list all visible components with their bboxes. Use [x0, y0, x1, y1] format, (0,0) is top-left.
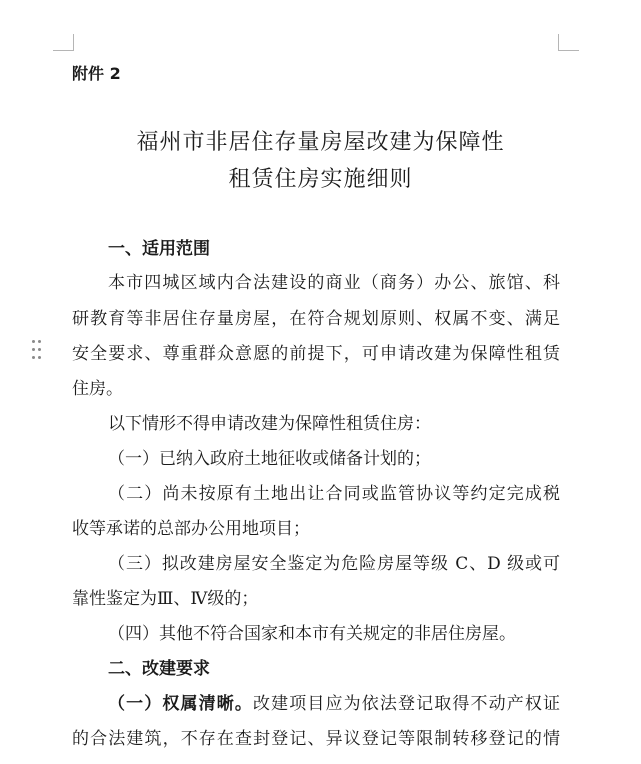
crop-mark-top-right	[558, 34, 579, 51]
list-item-continuation: 收等承诺的总部办公用地项目；	[72, 519, 310, 539]
list-item-continuation: 靠性鉴定为Ⅲ、Ⅳ级的；	[72, 589, 259, 609]
list-item-text: 改建项目应为依法登记取得不动产权证	[253, 694, 560, 714]
crop-mark-top-left	[53, 34, 74, 51]
paragraph-line: 安全要求、尊重群众意愿的前提下，可申请改建为保障性租赁	[72, 344, 560, 364]
paragraph-line: 研教育等非居住存量房屋，在符合规划原则、权属不变、满足	[72, 309, 560, 329]
paragraph-line: 住房。	[72, 379, 123, 399]
list-item: （二）尚未按原有土地出让合同或监管协议等约定完成税	[108, 484, 560, 504]
list-item: （三）拟改建房屋安全鉴定为危险房屋等级 C、D 级或可	[108, 554, 560, 574]
document-title-line-1: 福州市非居住存量房屋改建为保障性	[136, 130, 505, 155]
list-item: （一）已纳入政府土地征收或储备计划的；	[108, 449, 431, 469]
section-heading-requirements: 二、改建要求	[108, 659, 210, 679]
paragraph-line: 以下情形不得申请改建为保障性租赁住房：	[108, 414, 431, 434]
list-item-continuation: 的合法建筑，不存在查封登记、异议登记等限制转移登记的情	[72, 729, 560, 749]
drag-handle-icon[interactable]	[31, 339, 43, 361]
document-title-line-2: 租赁住房实施细则	[228, 167, 413, 192]
paragraph-line: 本市四城区域内合法建设的商业（商务）办公、旅馆、科	[108, 273, 560, 293]
list-item-label: （一）权属清晰。	[108, 694, 253, 714]
section-heading-scope: 一、适用范围	[108, 239, 210, 259]
attachment-label: 附件 2	[72, 64, 121, 83]
list-item: （四）其他不符合国家和本市有关规定的非居住房屋。	[108, 624, 516, 644]
list-item	[108, 693, 560, 715]
